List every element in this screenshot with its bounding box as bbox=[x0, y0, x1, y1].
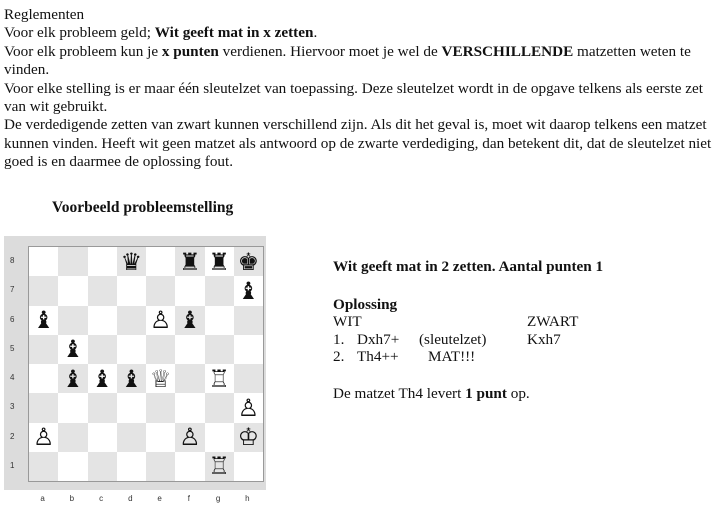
rules-text bbox=[4, 6, 716, 172]
rules-line-4: De verdedigende zetten van zwart kunnen verschillend zijn. Als dit het geval is, moet wit daarop telkens een matzet kunnen vinden. Heeft wit geen matzet als antwoord op de zwarte verdediging, dan betekent dit, dat de sleutelzet niet goed is en daarmee de oplossing fout. bbox=[4, 116, 712, 171]
bold-text: x punten bbox=[161, 42, 219, 60]
board-square-e1 bbox=[146, 452, 175, 481]
board-square-d7 bbox=[117, 276, 146, 305]
text: matzetten weten te vinden. bbox=[4, 42, 691, 79]
board-square-h2 bbox=[234, 423, 263, 452]
chess-piece: ♝ bbox=[62, 335, 84, 364]
board-square-a8 bbox=[29, 247, 58, 276]
chess-piece: ♚ bbox=[237, 247, 260, 276]
rules-line-3: Voor elke stelling is er maar één sleutelzet van toepassing. Deze sleutelzet wordt in de opgave telkens als eerste zet van wit gebruikt. bbox=[4, 79, 703, 116]
board-square-b8 bbox=[58, 247, 87, 276]
board-square-e5 bbox=[146, 335, 175, 364]
move-number: 2. bbox=[333, 348, 345, 365]
rank-labels bbox=[10, 246, 22, 480]
chess-piece: ♝ bbox=[179, 306, 201, 335]
board-square-h7 bbox=[234, 276, 263, 305]
board-square-h4 bbox=[234, 364, 263, 393]
board-square-h5 bbox=[234, 335, 263, 364]
board-square-c8 bbox=[88, 247, 117, 276]
chess-piece: ♖ bbox=[208, 452, 230, 481]
board-square-e6 bbox=[146, 306, 175, 335]
board-square-g7 bbox=[205, 276, 234, 305]
board-square-g5 bbox=[205, 335, 234, 364]
chess-piece: ♜ bbox=[208, 247, 230, 276]
white-move: Th4++ bbox=[357, 348, 399, 365]
rules-heading: Reglementen bbox=[4, 6, 85, 23]
board-square-e3 bbox=[146, 393, 175, 422]
board-square-b1 bbox=[58, 452, 87, 481]
board-square-h6 bbox=[234, 306, 263, 335]
board-square-d2 bbox=[117, 423, 146, 452]
white-move: Dxh7+ bbox=[357, 330, 400, 348]
board-square-b3 bbox=[58, 393, 87, 422]
chess-piece: ♙ bbox=[149, 306, 172, 335]
board-square-f7 bbox=[175, 276, 204, 305]
board-square-d3 bbox=[117, 393, 146, 422]
chess-piece: ♙ bbox=[32, 423, 55, 452]
board-square-c3 bbox=[88, 393, 117, 422]
text: De matzet Th4 levert bbox=[333, 384, 466, 402]
board-square-c4 bbox=[88, 364, 117, 393]
board-square-e4 bbox=[146, 364, 175, 393]
board-square-c5 bbox=[88, 335, 117, 364]
chess-piece: ♙ bbox=[237, 393, 260, 422]
board-square-h8 bbox=[234, 247, 263, 276]
bold-text: VERSCHILLENDE bbox=[441, 42, 574, 60]
board-square-b4 bbox=[58, 364, 87, 393]
board-square-a4 bbox=[29, 364, 58, 393]
board-square-a2 bbox=[29, 423, 58, 452]
board-square-c1 bbox=[88, 452, 117, 481]
chess-piece: ♕ bbox=[149, 364, 172, 393]
board-square-f1 bbox=[175, 452, 204, 481]
board-square-f8 bbox=[175, 247, 204, 276]
board-square-e2 bbox=[146, 423, 175, 452]
move-note: MAT!!! bbox=[428, 348, 476, 365]
rank-label: 7 bbox=[10, 285, 15, 295]
file-label: g bbox=[215, 494, 221, 503]
rank-label: 1 bbox=[10, 460, 15, 470]
file-label: h bbox=[245, 494, 250, 503]
board-square-f5 bbox=[175, 335, 204, 364]
board-square-f4 bbox=[175, 364, 204, 393]
board-square-d1 bbox=[117, 452, 146, 481]
chess-piece: ♔ bbox=[237, 423, 260, 452]
board-square-d5 bbox=[117, 335, 146, 364]
board-square-h3 bbox=[234, 393, 263, 422]
rank-label: 5 bbox=[10, 343, 15, 353]
bold-text: Wit geeft mat in x zetten bbox=[154, 24, 314, 42]
chess-piece: ♛ bbox=[120, 247, 143, 276]
file-label: a bbox=[40, 494, 45, 503]
board-square-c6 bbox=[88, 306, 117, 335]
text: Voor elk probleem geld; bbox=[4, 24, 155, 42]
text: verdienen. Hiervoor moet je wel de bbox=[218, 42, 442, 60]
board-square-d4 bbox=[117, 364, 146, 393]
rank-label: 4 bbox=[10, 373, 15, 382]
file-label: f bbox=[187, 494, 190, 503]
bold-text: 1 punt bbox=[465, 384, 507, 402]
board-square-a5 bbox=[29, 335, 58, 364]
board-square-b6 bbox=[58, 306, 87, 335]
file-label: c bbox=[99, 494, 104, 503]
board-square-e8 bbox=[146, 247, 175, 276]
board-square-d8 bbox=[117, 247, 146, 276]
chess-piece: ♝ bbox=[32, 306, 55, 335]
board-square-b7 bbox=[58, 276, 87, 305]
file-label: d bbox=[128, 494, 133, 503]
file-labels bbox=[28, 494, 262, 503]
board-square-b5 bbox=[58, 335, 87, 364]
board-square-g6 bbox=[205, 306, 234, 335]
board-square-g4 bbox=[205, 364, 234, 393]
board-square-c7 bbox=[88, 276, 117, 305]
rank-label: 3 bbox=[10, 402, 15, 412]
board-square-f6 bbox=[175, 306, 204, 335]
chess-piece: ♙ bbox=[179, 423, 201, 452]
board-square-a6 bbox=[29, 306, 58, 335]
chess-piece: ♝ bbox=[62, 364, 84, 393]
chess-piece: ♖ bbox=[208, 364, 230, 393]
rank-label: 8 bbox=[10, 256, 15, 265]
move-row-1 bbox=[333, 331, 703, 349]
chess-piece: ♜ bbox=[179, 247, 201, 276]
move-row-2 bbox=[333, 348, 703, 366]
text: Voor elk probleem kun je bbox=[4, 42, 162, 60]
black-move: Kxh7 bbox=[527, 330, 561, 348]
board-square-g8 bbox=[205, 247, 234, 276]
rules-line-2 bbox=[4, 43, 716, 80]
board-square-e7 bbox=[146, 276, 175, 305]
board-square-b2 bbox=[58, 423, 87, 452]
board-square-h1 bbox=[234, 452, 263, 481]
board-square-a7 bbox=[29, 276, 58, 305]
white-label: WIT bbox=[333, 313, 362, 330]
file-label: b bbox=[69, 494, 75, 503]
text: . bbox=[313, 24, 318, 42]
black-label: ZWART bbox=[527, 313, 579, 330]
chess-piece: ♝ bbox=[120, 364, 143, 393]
column-headers bbox=[333, 313, 703, 331]
example-heading: Voorbeeld probleemstelling bbox=[52, 199, 234, 216]
board-square-a1 bbox=[29, 452, 58, 481]
board-square-f2 bbox=[175, 423, 204, 452]
board-square-c2 bbox=[88, 423, 117, 452]
solution-panel bbox=[333, 258, 703, 402]
board-square-g3 bbox=[205, 393, 234, 422]
board-square-g1 bbox=[205, 452, 234, 481]
board-square-f3 bbox=[175, 393, 204, 422]
rules-line-1 bbox=[4, 24, 716, 42]
solution-note bbox=[333, 385, 703, 403]
rank-label: 6 bbox=[10, 314, 15, 324]
move-note: (sleutelzet) bbox=[419, 330, 487, 348]
problem-title: Wit geeft mat in 2 zetten. Aantal punten 1 bbox=[333, 258, 604, 275]
solution-heading: Oplossing bbox=[333, 295, 398, 313]
file-label: e bbox=[157, 494, 162, 503]
move-number: 1. bbox=[333, 330, 345, 348]
board-square-g2 bbox=[205, 423, 234, 452]
board-square-a3 bbox=[29, 393, 58, 422]
text: op. bbox=[506, 384, 530, 402]
board-square-d6 bbox=[117, 306, 146, 335]
chess-piece: ♝ bbox=[237, 276, 260, 305]
chess-board bbox=[28, 246, 264, 482]
rank-label: 2 bbox=[10, 431, 15, 441]
chess-piece: ♝ bbox=[91, 364, 113, 393]
